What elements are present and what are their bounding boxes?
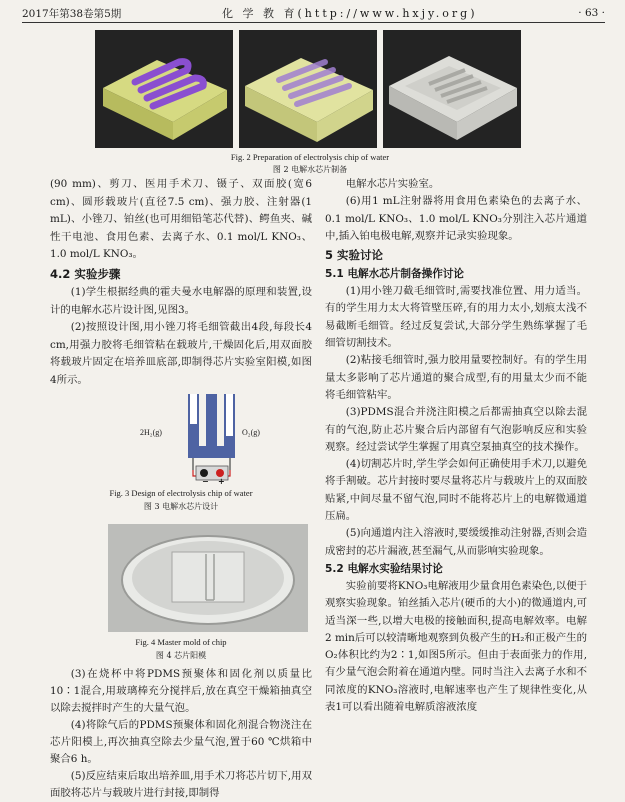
page-number: · 63 · [578, 7, 605, 19]
discussion-1: (1)用小锉刀截毛细管时,需要找准位置、用力适当。有的学生用力太大将管壁压碎,有的用力太小,划痕太浅不易截断毛细管。经过反复尝试,大部分学生熟练掌握了毛细管切割技术。 [325, 285, 587, 350]
figure-2-panel-c [383, 30, 521, 148]
figure-2 [95, 30, 525, 150]
section-heading-5-2: 5.2 电解水实验结果讨论 [325, 562, 443, 575]
negative-terminal-label: − [202, 476, 209, 486]
step-5: (5)反应结束后取出培养皿,用手术刀将芯片切下,用双面胶将芯片与载玻片进行封接,即制得 [50, 770, 312, 799]
journal-issue: 2017年第38卷第5期 [22, 7, 122, 20]
figure-2-panel-b [239, 30, 377, 148]
step-5-continued: 电解水芯片实验室。 [345, 178, 440, 190]
header-rule [22, 22, 605, 23]
journal-title: 化 学 教 育(http://www.hxjy.org) [222, 7, 478, 20]
figure-3-caption-cn: 图 3 电解水芯片设计 [143, 502, 219, 511]
discussion-3: (3)PDMS混合并浇注阳模之后都需抽真空以除去混有的气泡,防止芯片聚合后内部留有气泡影响反应和实验观察。经过尝试学生掌握了用真空泵抽真空的技术操作。 [325, 406, 587, 453]
discussion-5: (5)向通道内注入溶液时,要缓缓推动注射器,否则会造成密封的芯片漏液,甚至漏气,从而影响实验现象。 [325, 527, 587, 557]
electrolysis-design-diagram [130, 392, 295, 484]
figure-3-caption-en: Fig. 3 Design of electrolysis chip of water [109, 488, 253, 498]
results-paragraph: 实验前要将KNO₃电解液用少量食用色素染色,以便于观察实验现象。铂丝插入芯片(硬币的大小)的微通道内,可适当深一些,以增大电极的接触面积,提高电解效率。电解2 min后可以较清晰地观察到负极产生的H₂和正极产生的O₂体积比约为2∶1,如图5所示。但由于表面张力的作用,有少量气泡会附着在通道内壁。同时当注入去离子水和不同浓度的KNO₃溶液时,电解速率也产生了规律性变化,从表1可以看出随着电解质溶液浓度 [325, 579, 587, 714]
chip-mold-render-a [95, 30, 233, 148]
section-heading-4-2: 4.2 实验步骤 [50, 266, 121, 281]
figure-2-panel-a [95, 30, 233, 148]
figure-4-caption-cn: 图 4 芯片阳模 [155, 651, 207, 660]
step-6: (6)用1 mL注射器将用食用色素染色的去离子水、0.1 mol/L KNO₃、1.0 mol/L KNO₃分别注入芯片通道中,插入铂电极电解,观察并记录实验现象。 [325, 195, 587, 242]
figure-2-caption-en: Fig. 2 Preparation of electrolysis chip of water [230, 152, 390, 162]
step-1: (1)学生根据经典的霍夫曼水电解器的原理和装置,设计的电解水芯片设计图,见图3。 [50, 285, 312, 316]
step-2: (2)按照设计图,用小锉刀将毛细管截出4段,每段长4 cm,用强力胶将毛细管粘在载玻片,干燥固化后,用双面胶将载玻片固定在培养皿底部,即制得芯片实验室阳模,如图4所示。 [50, 321, 312, 386]
figure-2-caption-cn: 图 2 电解水芯片制备 [272, 165, 348, 174]
discussion-4: (4)切割芯片时,学生学会如何正确使用手术刀,以避免将手割破。芯片封接时要尽量将芯片与载玻片上的双面胶贴紧,中间尽量不留气泡,同时不能将芯片上的电解微通道压扁。 [325, 458, 587, 523]
figure-4 [108, 524, 308, 632]
step-4: (4)将除气后的PDMS预聚体和固化剂混合物浇注在芯片阳模上,再次抽真空除去少量气泡,置于60 ℃烘箱中聚合6 h。 [50, 719, 312, 765]
section-heading-5: 5 实验讨论 [325, 248, 384, 263]
positive-terminal-label: + [218, 476, 225, 486]
figure-4-caption-en: Fig. 4 Master mold of chip [135, 637, 227, 647]
figure-3 [130, 392, 295, 484]
step-3: (3)在烧杯中将PDMS预聚体和固化剂以质量比10∶1混合,用玻璃棒充分搅拌后,放在真空干燥箱抽真空以除去搅拌时产生的大量气泡。 [50, 668, 312, 714]
chip-render-c [383, 30, 521, 148]
master-mold-photo [108, 524, 308, 632]
discussion-2: (2)粘接毛细管时,强力胶用量要控制好。有的学生用量太多影响了芯片通道的聚合成型,有的用量太少而不能将毛细管粘牢。 [325, 354, 587, 401]
h2-gas-label: 2H₂(g) [140, 428, 162, 437]
right-column [325, 176, 587, 716]
section-heading-5-1: 5.1 电解水芯片制备操作讨论 [325, 268, 464, 281]
left-column-top [50, 176, 312, 390]
running-header [22, 6, 605, 20]
chip-mold-render-b [239, 30, 377, 148]
o2-gas-label: O₂(g) [242, 428, 260, 437]
materials-list: (90 mm)、剪刀、医用手术刀、镊子、双面胶(宽6 cm)、圆形载玻片(直径7.5 cm)、强力胶、注射器(1 mL)、小锉刀、铂丝(也可用细铅笔芯代替)、鳄鱼夹、碱性干电池、食用色素、去离子水、0.1 mol/L KNO₃、1.0 mol/L KNO₃。 [50, 178, 312, 261]
left-column-bottom [50, 666, 312, 802]
